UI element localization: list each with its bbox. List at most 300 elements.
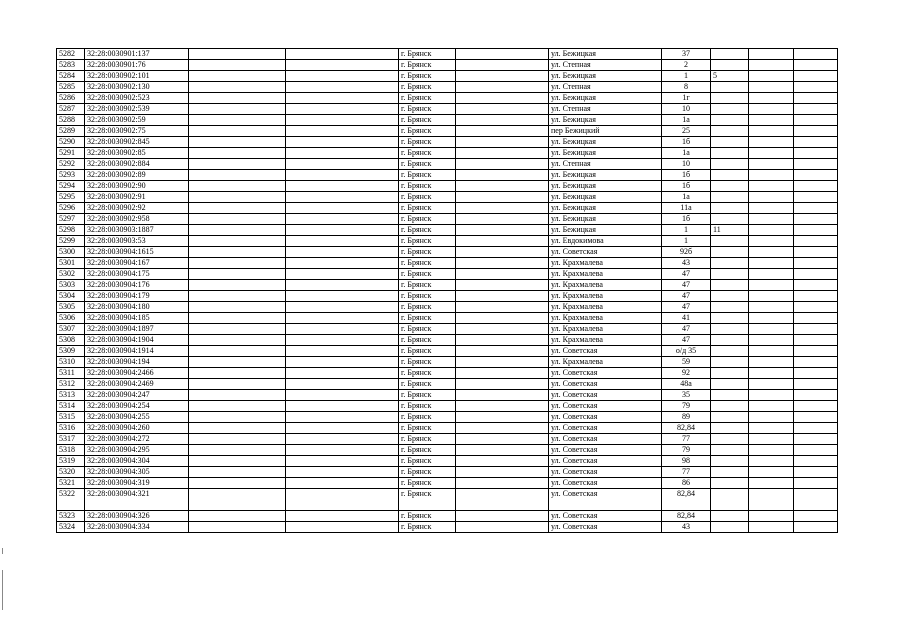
cell-c6: [456, 247, 549, 258]
cell-street: ул. Советская: [549, 456, 662, 467]
cell-c10: [749, 412, 794, 423]
cell-c10: [749, 478, 794, 489]
table-row: [57, 148, 838, 159]
cell-c10: [749, 71, 794, 82]
cell-city: г. Брянск: [399, 49, 456, 60]
cell-c4: [286, 247, 399, 258]
cell-c9: [711, 148, 749, 159]
cell-c10: [749, 445, 794, 456]
cell-c11: [794, 368, 838, 379]
cell-c10: [749, 357, 794, 368]
cell-c10: [749, 522, 794, 533]
cell-c11: [794, 346, 838, 357]
table-row: [57, 346, 838, 357]
cell-c11: [794, 126, 838, 137]
cell-street: ул. Бежицкая: [549, 71, 662, 82]
cell-cadastral: 32:28:0030901:76: [85, 60, 189, 71]
cell-city: г. Брянск: [399, 225, 456, 236]
cell-c9: [711, 60, 749, 71]
cell-city: г. Брянск: [399, 467, 456, 478]
cell-num: 5322: [57, 489, 85, 511]
cell-c3: [189, 203, 286, 214]
cell-c3: [189, 225, 286, 236]
cell-c10: [749, 137, 794, 148]
cell-cadastral: 32:28:0030904:1897: [85, 324, 189, 335]
cell-c4: [286, 159, 399, 170]
table-row: [57, 71, 838, 82]
table-row: [57, 379, 838, 390]
cell-num: 5313: [57, 390, 85, 401]
cell-house: 1а: [662, 115, 711, 126]
cell-city: г. Брянск: [399, 126, 456, 137]
cell-cadastral: 32:28:0030904:1904: [85, 335, 189, 346]
cell-num: 5291: [57, 148, 85, 159]
table-row: [57, 412, 838, 423]
cell-house: 89: [662, 412, 711, 423]
cell-c6: [456, 368, 549, 379]
cell-cadastral: 32:28:0030904:321: [85, 489, 189, 511]
cell-house: 82,84: [662, 511, 711, 522]
cell-c4: [286, 390, 399, 401]
cell-c3: [189, 456, 286, 467]
cell-c4: [286, 456, 399, 467]
cell-c4: [286, 368, 399, 379]
cell-c10: [749, 126, 794, 137]
cell-c3: [189, 478, 286, 489]
cell-c3: [189, 280, 286, 291]
cell-street: ул. Степная: [549, 104, 662, 115]
table-row: [57, 192, 838, 203]
cell-street: ул. Бежицкая: [549, 203, 662, 214]
cell-c11: [794, 93, 838, 104]
cell-house: 77: [662, 467, 711, 478]
cell-house: 1: [662, 236, 711, 247]
cell-c11: [794, 49, 838, 60]
cell-c3: [189, 49, 286, 60]
cell-cadastral: 32:28:0030904:1615: [85, 247, 189, 258]
cell-house: 47: [662, 302, 711, 313]
cell-c9: [711, 49, 749, 60]
cell-city: г. Брянск: [399, 247, 456, 258]
cell-cadastral: 32:28:0030904:254: [85, 401, 189, 412]
cell-city: г. Брянск: [399, 368, 456, 379]
cell-num: 5308: [57, 335, 85, 346]
cell-num: 5283: [57, 60, 85, 71]
cell-c11: [794, 302, 838, 313]
cell-c9: [711, 335, 749, 346]
cell-c6: [456, 280, 549, 291]
cell-c4: [286, 192, 399, 203]
cell-street: ул. Крахмалева: [549, 291, 662, 302]
cell-cadastral: 32:28:0030902:90: [85, 181, 189, 192]
cell-c10: [749, 401, 794, 412]
cell-c11: [794, 335, 838, 346]
cell-cadastral: 32:28:0030904:247: [85, 390, 189, 401]
cell-c9: 11: [711, 225, 749, 236]
table-row: [57, 258, 838, 269]
table-row: [57, 434, 838, 445]
cell-c3: [189, 357, 286, 368]
cell-c3: [189, 401, 286, 412]
table-row: [57, 489, 838, 511]
cell-city: г. Брянск: [399, 170, 456, 181]
cell-street: ул. Бежицкая: [549, 148, 662, 159]
cell-c6: [456, 115, 549, 126]
cell-c4: [286, 214, 399, 225]
table-row: [57, 456, 838, 467]
cell-city: г. Брянск: [399, 390, 456, 401]
cell-house: 8: [662, 82, 711, 93]
cell-num: 5295: [57, 192, 85, 203]
cell-c3: [189, 192, 286, 203]
cell-c11: [794, 269, 838, 280]
cell-street: ул. Бежицкая: [549, 137, 662, 148]
cell-c10: [749, 225, 794, 236]
cell-c9: [711, 181, 749, 192]
cell-street: ул. Бежицкая: [549, 225, 662, 236]
cell-city: г. Брянск: [399, 104, 456, 115]
cell-c10: [749, 247, 794, 258]
cell-num: 5312: [57, 379, 85, 390]
cell-street: ул. Крахмалева: [549, 324, 662, 335]
table-row: [57, 137, 838, 148]
cell-c3: [189, 423, 286, 434]
cell-c9: [711, 412, 749, 423]
cell-city: г. Брянск: [399, 324, 456, 335]
cell-c6: [456, 71, 549, 82]
cell-street: ул. Советская: [549, 489, 662, 511]
cell-cadastral: 32:28:0030904:319: [85, 478, 189, 489]
cell-city: г. Брянск: [399, 423, 456, 434]
cell-c10: [749, 302, 794, 313]
cell-cadastral: 32:28:0030902:958: [85, 214, 189, 225]
cell-c6: [456, 104, 549, 115]
cell-street: ул. Крахмалева: [549, 313, 662, 324]
cell-c11: [794, 478, 838, 489]
cell-cadastral: 32:28:0030904:176: [85, 280, 189, 291]
table-row: [57, 247, 838, 258]
cell-city: г. Брянск: [399, 456, 456, 467]
table-row: [57, 390, 838, 401]
cell-house: 92б: [662, 247, 711, 258]
cell-house: 43: [662, 522, 711, 533]
cell-c9: [711, 214, 749, 225]
cell-c11: [794, 181, 838, 192]
cell-c10: [749, 511, 794, 522]
cell-c6: [456, 522, 549, 533]
cell-city: г. Брянск: [399, 236, 456, 247]
cell-c4: [286, 324, 399, 335]
cell-c9: [711, 115, 749, 126]
cell-c3: [189, 511, 286, 522]
cell-c6: [456, 203, 549, 214]
cell-house: 86: [662, 478, 711, 489]
cell-c4: [286, 280, 399, 291]
cell-cadastral: 32:28:0030904:180: [85, 302, 189, 313]
cell-num: 5297: [57, 214, 85, 225]
cell-c10: [749, 456, 794, 467]
cell-c9: [711, 280, 749, 291]
cell-house: 11а: [662, 203, 711, 214]
cell-num: 5324: [57, 522, 85, 533]
cell-house: 82,84: [662, 489, 711, 511]
cell-c3: [189, 137, 286, 148]
cell-house: 43: [662, 258, 711, 269]
cell-c11: [794, 60, 838, 71]
cell-c11: [794, 203, 838, 214]
cell-city: г. Брянск: [399, 291, 456, 302]
cell-c4: [286, 313, 399, 324]
cell-num: 5287: [57, 104, 85, 115]
cell-street: ул. Советская: [549, 478, 662, 489]
cell-house: 1а: [662, 148, 711, 159]
cell-city: г. Брянск: [399, 115, 456, 126]
cell-cadastral: 32:28:0030903:1887: [85, 225, 189, 236]
cell-c10: [749, 170, 794, 181]
cell-cadastral: 32:28:0030902:89: [85, 170, 189, 181]
table-row: [57, 467, 838, 478]
cell-num: 5285: [57, 82, 85, 93]
cell-c3: [189, 170, 286, 181]
cell-c9: [711, 247, 749, 258]
cell-c6: [456, 214, 549, 225]
cell-house: 1б: [662, 137, 711, 148]
cell-num: 5304: [57, 291, 85, 302]
cell-street: ул. Советская: [549, 467, 662, 478]
cell-c6: [456, 423, 549, 434]
cell-cadastral: 32:28:0030904:326: [85, 511, 189, 522]
cell-num: 5298: [57, 225, 85, 236]
cell-street: ул. Крахмалева: [549, 269, 662, 280]
table-row: [57, 445, 838, 456]
cell-c6: [456, 93, 549, 104]
cell-house: 47: [662, 324, 711, 335]
cell-c3: [189, 148, 286, 159]
cell-house: 10: [662, 159, 711, 170]
cell-c6: [456, 170, 549, 181]
table-row: [57, 335, 838, 346]
cell-street: пер Бежицкий: [549, 126, 662, 137]
cell-c3: [189, 159, 286, 170]
cell-c10: [749, 434, 794, 445]
cell-c6: [456, 357, 549, 368]
cell-c11: [794, 313, 838, 324]
cell-num: 5293: [57, 170, 85, 181]
cell-city: г. Брянск: [399, 280, 456, 291]
cell-c4: [286, 445, 399, 456]
cell-street: ул. Советская: [549, 434, 662, 445]
cell-c6: [456, 390, 549, 401]
cell-c6: [456, 192, 549, 203]
cell-house: 47: [662, 291, 711, 302]
cell-num: 5292: [57, 159, 85, 170]
cell-c9: [711, 324, 749, 335]
cell-street: ул. Крахмалева: [549, 280, 662, 291]
cell-c11: [794, 445, 838, 456]
table-row: [57, 115, 838, 126]
cell-city: г. Брянск: [399, 511, 456, 522]
cell-c9: 5: [711, 71, 749, 82]
cell-c6: [456, 137, 549, 148]
cell-c4: [286, 269, 399, 280]
cell-cadastral: 32:28:0030902:59: [85, 115, 189, 126]
cell-c4: [286, 258, 399, 269]
cell-c10: [749, 390, 794, 401]
table-row: [57, 49, 838, 60]
cell-street: ул. Бежицкая: [549, 170, 662, 181]
cell-c6: [456, 489, 549, 511]
cell-city: г. Брянск: [399, 82, 456, 93]
cell-c11: [794, 324, 838, 335]
table-row: [57, 269, 838, 280]
cell-street: ул. Советская: [549, 368, 662, 379]
cell-c11: [794, 192, 838, 203]
cell-c10: [749, 379, 794, 390]
cell-c10: [749, 258, 794, 269]
cell-c9: [711, 137, 749, 148]
cell-c3: [189, 93, 286, 104]
cell-num: 5288: [57, 115, 85, 126]
cell-city: г. Брянск: [399, 379, 456, 390]
cell-city: г. Брянск: [399, 412, 456, 423]
cell-c4: [286, 291, 399, 302]
cell-c11: [794, 115, 838, 126]
cell-c10: [749, 93, 794, 104]
cell-c10: [749, 203, 794, 214]
cell-c3: [189, 445, 286, 456]
cell-c10: [749, 269, 794, 280]
cell-c9: [711, 401, 749, 412]
cell-street: ул. Крахмалева: [549, 302, 662, 313]
cell-c3: [189, 368, 286, 379]
cell-c9: [711, 489, 749, 511]
cell-c6: [456, 445, 549, 456]
cell-c3: [189, 115, 286, 126]
cell-c6: [456, 148, 549, 159]
cell-c11: [794, 357, 838, 368]
cell-c9: [711, 236, 749, 247]
cell-c9: [711, 456, 749, 467]
table-row: [57, 511, 838, 522]
cell-house: 1б: [662, 214, 711, 225]
cell-city: г. Брянск: [399, 478, 456, 489]
cell-city: г. Брянск: [399, 357, 456, 368]
cell-c4: [286, 104, 399, 115]
cell-house: 47: [662, 280, 711, 291]
table-row: [57, 313, 838, 324]
cell-street: ул. Советская: [549, 379, 662, 390]
cell-c10: [749, 346, 794, 357]
cell-c4: [286, 478, 399, 489]
cell-cadastral: 32:28:0030904:260: [85, 423, 189, 434]
cell-house: 92: [662, 368, 711, 379]
cell-c3: [189, 467, 286, 478]
cell-street: ул. Евдокимова: [549, 236, 662, 247]
cell-city: г. Брянск: [399, 214, 456, 225]
cell-num: 5323: [57, 511, 85, 522]
cell-c3: [189, 434, 286, 445]
cell-c6: [456, 302, 549, 313]
cell-c6: [456, 49, 549, 60]
cell-city: г. Брянск: [399, 93, 456, 104]
cell-cadastral: 32:28:0030904:1914: [85, 346, 189, 357]
cell-c4: [286, 137, 399, 148]
cell-num: 5284: [57, 71, 85, 82]
cell-c9: [711, 291, 749, 302]
cell-cadastral: 32:28:0030902:85: [85, 148, 189, 159]
cell-c4: [286, 93, 399, 104]
cell-street: ул. Бежицкая: [549, 192, 662, 203]
cell-street: ул. Советская: [549, 390, 662, 401]
cell-street: ул. Советская: [549, 423, 662, 434]
cell-c10: [749, 115, 794, 126]
cell-street: ул. Советская: [549, 445, 662, 456]
cell-city: г. Брянск: [399, 346, 456, 357]
cell-house: 59: [662, 357, 711, 368]
cell-c3: [189, 291, 286, 302]
cell-house: 10: [662, 104, 711, 115]
cell-c4: [286, 115, 399, 126]
cell-cadastral: 32:28:0030902:845: [85, 137, 189, 148]
cell-c11: [794, 280, 838, 291]
cell-c11: [794, 148, 838, 159]
cell-cadastral: 32:28:0030904:167: [85, 258, 189, 269]
cell-c6: [456, 467, 549, 478]
cell-street: ул. Советская: [549, 346, 662, 357]
table-row: [57, 324, 838, 335]
cell-num: 5305: [57, 302, 85, 313]
cell-num: 5316: [57, 423, 85, 434]
cell-c9: [711, 511, 749, 522]
cell-c6: [456, 82, 549, 93]
cell-c9: [711, 368, 749, 379]
cell-city: г. Брянск: [399, 203, 456, 214]
cell-num: 5314: [57, 401, 85, 412]
cell-c6: [456, 126, 549, 137]
table-row: [57, 236, 838, 247]
cell-c4: [286, 335, 399, 346]
cell-c11: [794, 247, 838, 258]
cell-c10: [749, 335, 794, 346]
cell-c6: [456, 412, 549, 423]
cell-cadastral: 32:28:0030904:2469: [85, 379, 189, 390]
cell-city: г. Брянск: [399, 258, 456, 269]
cell-c10: [749, 49, 794, 60]
table-row: [57, 203, 838, 214]
cell-cadastral: 32:28:0030902:92: [85, 203, 189, 214]
cell-c4: [286, 148, 399, 159]
cell-c11: [794, 401, 838, 412]
cell-c6: [456, 456, 549, 467]
cell-c6: [456, 269, 549, 280]
cell-c3: [189, 82, 286, 93]
table-row: [57, 181, 838, 192]
cell-c3: [189, 522, 286, 533]
cell-cadastral: 32:28:0030902:884: [85, 159, 189, 170]
cell-cadastral: 32:28:0030904:2466: [85, 368, 189, 379]
cell-c4: [286, 489, 399, 511]
cell-c9: [711, 82, 749, 93]
table-row: [57, 82, 838, 93]
cell-street: ул. Советская: [549, 412, 662, 423]
cell-city: г. Брянск: [399, 302, 456, 313]
cell-house: 47: [662, 269, 711, 280]
cell-c9: [711, 203, 749, 214]
scan-edge-mark: [2, 570, 3, 610]
cell-c9: [711, 258, 749, 269]
cell-house: 77: [662, 434, 711, 445]
cell-c11: [794, 225, 838, 236]
